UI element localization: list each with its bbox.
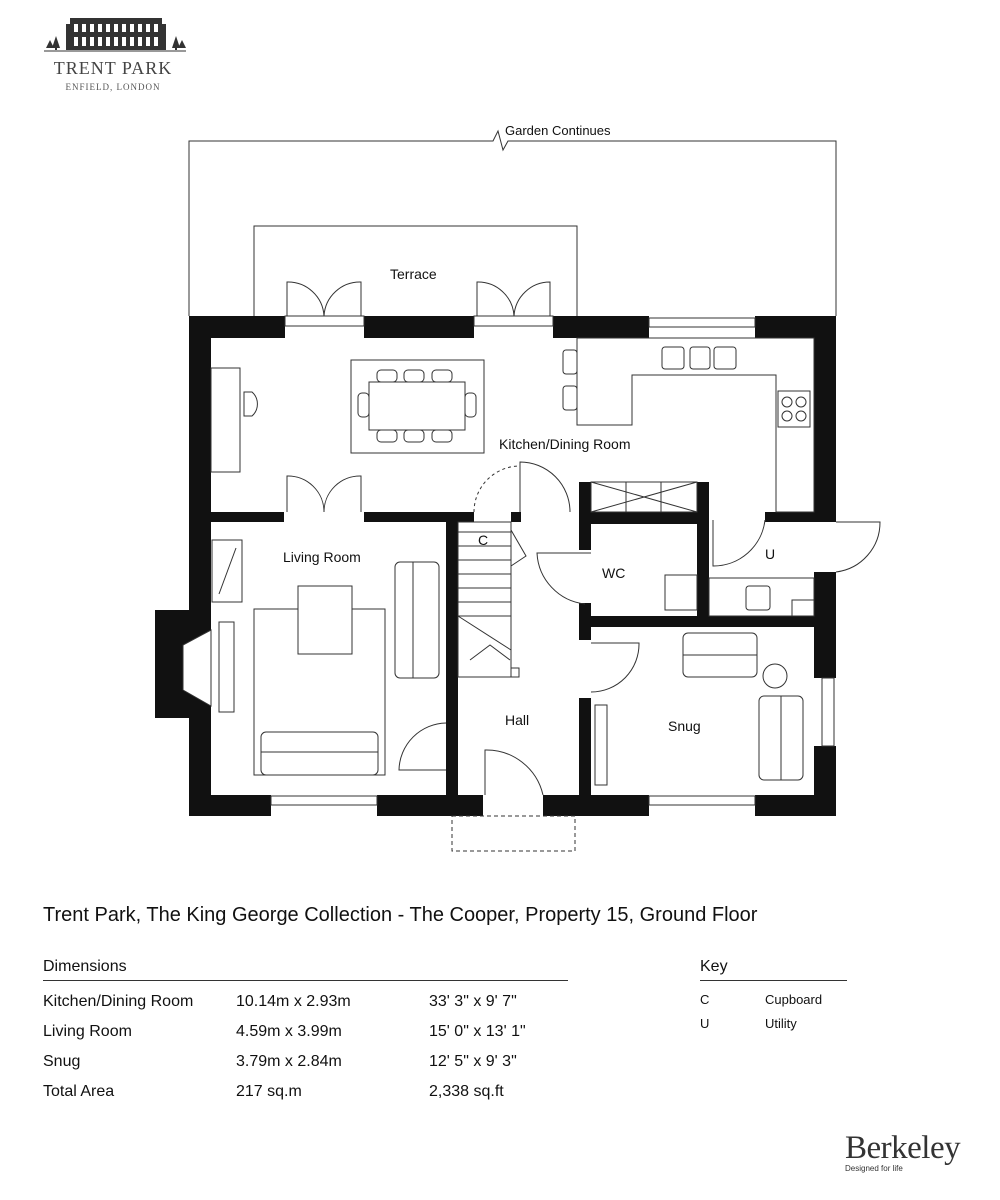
dimension-room: Snug <box>43 1053 81 1070</box>
label-hall: Hall <box>505 712 530 728</box>
dimension-imperial: 15' 0" x 13' 1" <box>429 1023 526 1040</box>
key-row <box>700 1011 847 1035</box>
key-meaning: Utility <box>765 1015 797 1031</box>
dimension-imperial: 33' 3" x 9' 7" <box>429 993 517 1010</box>
dimension-row <box>43 987 568 1017</box>
dimension-imperial: 2,338 sq.ft <box>429 1083 504 1100</box>
dimension-metric: 3.79m x 2.84m <box>236 1053 342 1070</box>
fireplace-hearth <box>219 622 234 712</box>
logo-title: TRENT PARK <box>53 58 173 78</box>
front-porch <box>452 816 575 851</box>
label-garden: Garden Continues <box>505 123 611 138</box>
dimension-row <box>43 1077 568 1107</box>
dimension-room: Total Area <box>43 1083 115 1100</box>
staircase <box>458 522 519 677</box>
dimension-imperial: 12' 5" x 9' 3" <box>429 1053 517 1070</box>
living-room-furniture <box>212 540 439 775</box>
dimension-metric: 4.59m x 3.99m <box>236 1023 342 1040</box>
snug-furniture <box>595 633 803 785</box>
label-kitchen-dining: Kitchen/Dining Room <box>499 436 631 452</box>
label-wc: WC <box>602 565 626 581</box>
label-cupboard: C <box>478 532 489 548</box>
key-code: C <box>700 991 710 1007</box>
key-heading: Key <box>700 958 847 981</box>
dimension-row <box>43 1017 568 1047</box>
dimension-metric: 217 sq.m <box>236 1083 302 1100</box>
plan-title: Trent Park, The King George Collection - The Cooper, Property 15, Ground Floor <box>43 904 758 926</box>
label-snug: Snug <box>668 718 701 734</box>
key-legend <box>700 958 847 1035</box>
key-code: U <box>700 1015 710 1031</box>
dimensions-heading: Dimensions <box>43 958 568 981</box>
label-terrace: Terrace <box>390 266 437 282</box>
key-meaning: Cupboard <box>765 991 823 1007</box>
berkeley-logo <box>845 1130 965 1173</box>
desk <box>211 368 257 472</box>
dimension-metric: 10.14m x 2.93m <box>236 993 351 1010</box>
dining-table <box>351 360 484 453</box>
dimension-row <box>43 1047 568 1077</box>
logo-subtitle: ENFIELD, LONDON <box>65 82 161 92</box>
dimension-room: Living Room <box>43 1023 132 1040</box>
brand-name: Berkeley <box>845 1130 961 1166</box>
garden-boundary <box>189 131 836 316</box>
label-utility: U <box>765 546 776 562</box>
brand-tagline: Designed for life <box>845 1164 903 1173</box>
dimensions-table <box>43 958 568 1107</box>
key-row <box>700 987 847 1011</box>
label-living-room: Living Room <box>283 549 361 565</box>
dimension-room: Kitchen/Dining Room <box>43 993 194 1010</box>
floor-plan <box>0 110 1000 870</box>
